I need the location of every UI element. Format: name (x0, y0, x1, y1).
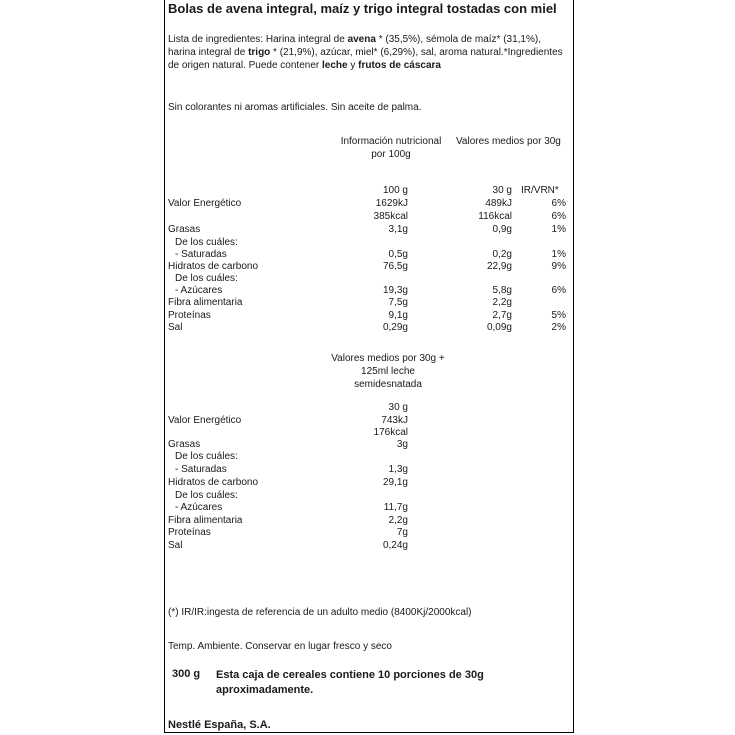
t1-row-label: De los cuáles: (175, 273, 238, 284)
t1-row-100g: 9,1g (388, 310, 408, 321)
ingredients-text: * (35,5%), sémola de maíz* (31,1%), harina integral de (168, 34, 541, 58)
t2-row-label: Hidratos de carbono (168, 477, 259, 488)
t1-row-ir: 6% (551, 285, 566, 296)
col-30g: 30 g (492, 185, 512, 196)
t2-row-label: Sal (168, 540, 183, 551)
storage-text: Temp. Ambiente. Conservar en lugar fresco y seco (168, 641, 392, 652)
t1-row-100g: 385kcal (373, 211, 408, 222)
t1-row-100g: 1629kJ (375, 198, 408, 209)
t1-row-ir: 6% (551, 198, 566, 209)
t2-col-30g: 30 g (388, 402, 408, 413)
t2-row-label: Valor Energético (168, 415, 242, 426)
col-ir: IR/VRN* (521, 185, 559, 196)
t1-row-30g: 2,2g (492, 297, 512, 308)
t2-row-label: Proteínas (168, 527, 211, 538)
t2-row-30g: 176kcal (373, 427, 408, 438)
portions-text: Esta caja de cereales contiene 10 porciones de 30g aproximadamente. (216, 669, 484, 696)
allergen-frutos-cascara: frutos de cáscara (358, 60, 441, 71)
t2-row-label: De los cuáles: (175, 490, 238, 501)
t1-row-100g: 7,5g (388, 297, 408, 308)
t2-row-30g: 0,24g (382, 540, 408, 551)
t2-row-label: De los cuáles: (175, 451, 238, 462)
t2-row-30g: 11,7g (383, 502, 408, 513)
t2-row-label: - Saturadas (175, 464, 227, 475)
allergen-trigo: trigo (248, 47, 271, 58)
ingredients-text: * (21,9%), azúcar, miel* (6,29%), sal, aroma natural.*Ingredientes de origen natural. Puede contener (168, 47, 563, 71)
t1-row-30g: 0,9g (492, 224, 512, 235)
t2-header-line3: semidesnatada (354, 379, 422, 390)
t1-row-label: - Azúcares (175, 285, 223, 296)
allergen-leche: leche (322, 60, 348, 71)
header-per-30g: Valores medios por 30g (456, 136, 561, 147)
t1-row-ir: 6% (551, 211, 566, 222)
t1-row-label: Valor Energético (168, 198, 242, 209)
company-name: Nestlé España, S.A. (168, 719, 271, 731)
t2-header-line2: 125ml leche (361, 366, 415, 377)
t1-row-100g: 76,5g (382, 261, 408, 272)
claims-text: Sin colorantes ni aromas artificiales. Sin aceite de palma. (168, 102, 422, 113)
ir-footnote: (*) IR/IR:ingesta de referencia de un adulto medio (8400Kj/2000kcal) (168, 607, 472, 618)
allergen-avena: avena (347, 34, 376, 45)
t1-row-label: Grasas (168, 224, 201, 235)
ingredients-text: Lista de ingredientes: Harina integral de (168, 34, 348, 45)
t1-row-30g: 116kcal (478, 211, 512, 222)
t1-row-30g: 0,09g (486, 322, 512, 333)
t2-row-label: Fibra alimentaria (168, 515, 243, 526)
t1-row-label: Fibra alimentaria (168, 297, 243, 308)
t1-row-ir: 5% (551, 310, 566, 321)
t1-row-30g: 22,9g (486, 261, 512, 272)
t1-row-ir: 2% (551, 322, 566, 333)
t1-row-label: Sal (168, 322, 183, 333)
t1-row-label: De los cuáles: (175, 237, 238, 248)
t1-row-100g: 3,1g (388, 224, 408, 235)
ingredients-text: y (347, 60, 359, 71)
t1-row-label: Hidratos de carbono (168, 261, 259, 272)
t2-row-30g: 1,3g (388, 464, 408, 475)
t1-row-100g: 0,5g (388, 249, 408, 260)
t2-row-label: - Azúcares (175, 502, 223, 513)
t1-row-label: - Saturadas (175, 249, 227, 260)
t1-row-30g: 2,7g (492, 310, 512, 321)
t2-row-30g: 3g (396, 439, 408, 450)
t1-row-30g: 5,8g (492, 285, 512, 296)
t2-row-30g: 7g (396, 527, 408, 538)
t1-row-30g: 489kJ (485, 198, 512, 209)
t1-row-label: Proteínas (168, 310, 211, 321)
t2-row-30g: 2,2g (388, 515, 408, 526)
t1-row-30g: 0,2g (492, 249, 512, 260)
t1-row-100g: 19,3g (382, 285, 408, 296)
net-weight: 300 g (172, 668, 201, 680)
col-100g: 100 g (382, 185, 408, 196)
product-title: Bolas de avena integral, maíz y trigo integral tostadas con miel (168, 1, 557, 16)
t1-row-ir: 1% (551, 224, 566, 235)
t1-row-ir: 9% (551, 261, 566, 272)
t2-row-label: Grasas (168, 439, 201, 450)
t2-row-30g: 743kJ (381, 415, 408, 426)
t1-row-100g: 0,29g (382, 322, 408, 333)
t2-row-30g: 29,1g (382, 477, 408, 488)
ingredients-list (168, 33, 568, 72)
t2-header-line1: Valores medios por 30g + (331, 353, 445, 364)
header-per-100g: Información nutricional por 100g (340, 136, 442, 160)
t1-row-ir: 1% (551, 249, 566, 260)
